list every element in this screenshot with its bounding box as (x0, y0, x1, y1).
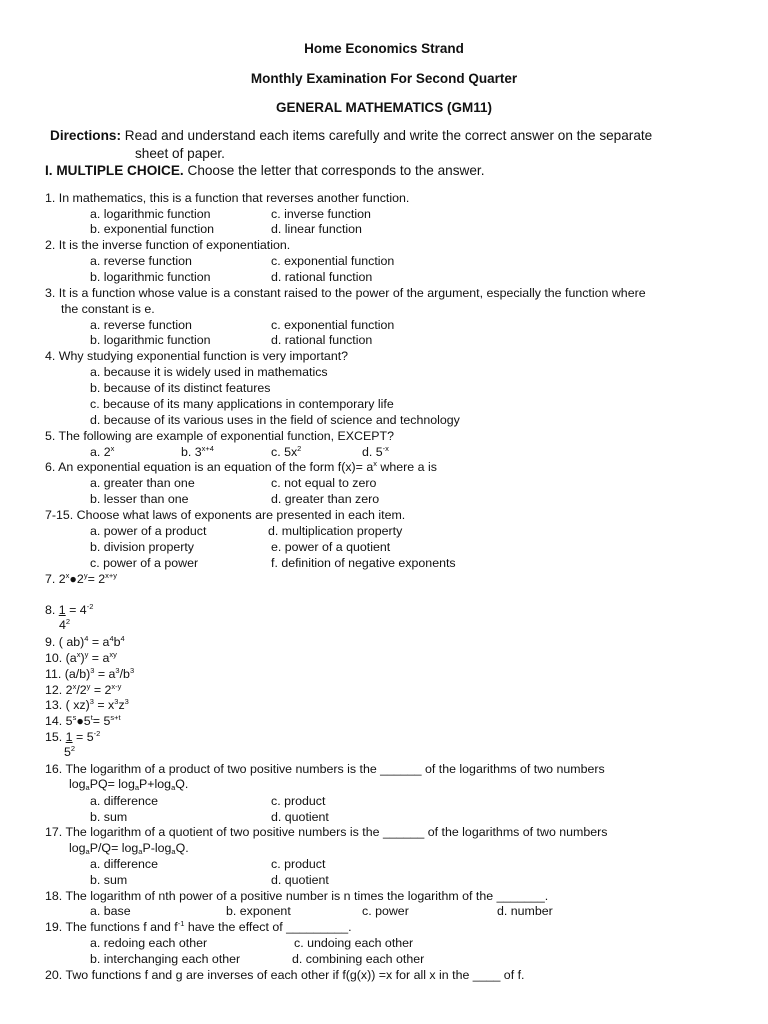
q6-choice-a: a. greater than one (90, 476, 195, 490)
q16-choice-a: a. difference (90, 794, 158, 808)
question-16-formula: $\log_aPQ= \log_aP+\log_aQ$. (69, 777, 189, 792)
question-2: 2. It is the inverse function of exponentiation. (45, 238, 291, 252)
question-4: 4. Why studying exponential function is very important? (45, 349, 349, 363)
q19-choice-c: c. undoing each other (294, 936, 414, 950)
q19-choice-b: b. interchanging each other (90, 952, 241, 966)
q19-choice-d: d. combining each other (292, 952, 425, 966)
directions-text-2: sheet of paper. (135, 146, 225, 161)
q18-choice-b: b. exponent (226, 904, 291, 918)
directions (50, 128, 652, 143)
q6-choice-b: b. lesser than one (90, 492, 189, 506)
q16-choice-c: c. product (271, 794, 326, 808)
item-12: 12. $2^x/2^y = 2^{x-y}$ (45, 682, 122, 697)
question-3-cont: the constant is e. (61, 302, 155, 316)
q18-choice-d: d. number (497, 904, 553, 918)
q5-choice-a: a. 2$^x$ (90, 444, 115, 459)
q17-choice-d: d. quotient (271, 873, 329, 887)
q3-choice-c: c. exponential function (271, 318, 395, 332)
q4-choice-c: c. because of its many applications in contemporary life (90, 397, 394, 411)
q7-choice-c: c. power of a power (90, 556, 199, 570)
question-6: 6. An exponential equation is an equation of the form $f(x)= a^x$ where a is (45, 459, 437, 474)
q1-choice-b: b. exponential function (90, 222, 214, 236)
q19-choice-a: a. redoing each other (90, 936, 208, 950)
question-19: 19. The functions f and $f^{-1}$ have the effect of _________. (45, 919, 352, 934)
q1-choice-a: a. logarithmic function (90, 207, 211, 221)
question-18: 18. The logarithm of nth power of a positive number is n times the logarithm of the _______. (45, 889, 549, 903)
section-heading (45, 163, 484, 178)
q17-choice-c: c. product (271, 857, 326, 871)
question-3: 3. It is a function whose value is a constant raised to the power of the argument, especially the function where (45, 286, 646, 300)
q1-choice-d: d. linear function (271, 222, 362, 236)
q4-choice-d: d. because of its various uses in the field of science and technology (90, 413, 460, 427)
item-9: 9. ( $ab)^4 = a^4b^4$ (45, 634, 125, 649)
q7-choice-b: b. division property (90, 540, 194, 554)
section-label: I. MULTIPLE CHOICE. (45, 163, 184, 178)
item-11: 11. $(a/b)^3 = a^3/b^3$ (45, 666, 135, 681)
item-15-denominator: $5^2$ (64, 744, 76, 759)
q7-choice-f: f. definition of negative exponents (271, 556, 456, 570)
question-16: 16. The logarithm of a product of two positive numbers is the ______ of the logarithms of two numbers (45, 762, 605, 776)
q16-choice-b: b. sum (90, 810, 128, 824)
section-instruction: Choose the letter that corresponds to the answer. (187, 163, 485, 178)
q3-choice-b: b. logarithmic function (90, 333, 211, 347)
school-strand-title: Home Economics Strand (304, 41, 464, 56)
question-1: 1. In mathematics, this is a function that reverses another function. (45, 191, 410, 205)
q5-choice-c: c. $5x^2$ (271, 444, 302, 459)
q17-choice-a: a. difference (90, 857, 158, 871)
directions-label: Directions: (50, 128, 122, 143)
exam-title: Monthly Examination For Second Quarter (250, 71, 518, 86)
q4-choice-a: a. because it is widely used in mathematics (90, 365, 328, 379)
q7-choice-d: d. multiplication property (268, 524, 403, 538)
q4-choice-b: b. because of its distinct features (90, 381, 271, 395)
item-14: 14. $5^s●5^t= 5^{s+t}$ (45, 713, 121, 728)
q2-choice-d: d. rational function (271, 270, 373, 284)
question-20: 20. Two functions f and g are inverses of each other if f(g(x)) =x for all x in the ____ of f. (45, 968, 525, 982)
q3-choice-d: d. rational function (271, 333, 373, 347)
question-5: 5. The following are example of exponential function, EXCEPT? (45, 429, 394, 443)
q18-choice-a: a. base (90, 904, 131, 918)
q1-choice-c: c. inverse function (271, 207, 371, 221)
q6-choice-d: d. greater than zero (271, 492, 380, 506)
q7-choice-e: e. power of a quotient (271, 540, 391, 554)
q5-choice-b: b. $3^{x+4}$ (181, 444, 214, 459)
item-8: 8. $1 = 4^{-2}$ (45, 602, 94, 617)
q2-choice-a: a. reverse function (90, 254, 192, 268)
q2-choice-b: b. logarithmic function (90, 270, 211, 284)
question-17: 17. The logarithm of a quotient of two positive numbers is the ______ of the logarithms of two numbers (45, 825, 608, 839)
q6-choice-c: c. not equal to zero (271, 476, 377, 490)
question-7-15: 7-15. Choose what laws of exponents are presented in each item. (45, 508, 406, 522)
item-10: 10. $(a^x)^y = a^{xy}$ (45, 650, 117, 665)
item-8-denominator: $4^2$ (59, 617, 71, 632)
directions-text: Read and understand each items carefully and write the correct answer on the separate (124, 128, 653, 143)
q7-choice-a: a. power of a product (90, 524, 207, 538)
q16-choice-d: d. quotient (271, 810, 329, 824)
q18-choice-c: c. power (362, 904, 409, 918)
subject-title: GENERAL MATHEMATICS (GM11) (275, 100, 492, 115)
item-7: 7. $2^x●2^y= 2^{x+y}$ (45, 571, 118, 586)
item-15: 15. $1 = 5^{-2}$ (45, 729, 101, 744)
q2-choice-c: c. exponential function (271, 254, 395, 268)
question-17-formula: $\log_aP/Q= \log_aP-\log_aQ$. (69, 841, 189, 856)
q3-choice-a: a. reverse function (90, 318, 192, 332)
item-13: 13. ( $xz)^3 = x^3z^3$ (45, 697, 129, 712)
q17-choice-b: b. sum (90, 873, 128, 887)
q5-choice-d: d. $5^{-x}$ (362, 444, 389, 459)
